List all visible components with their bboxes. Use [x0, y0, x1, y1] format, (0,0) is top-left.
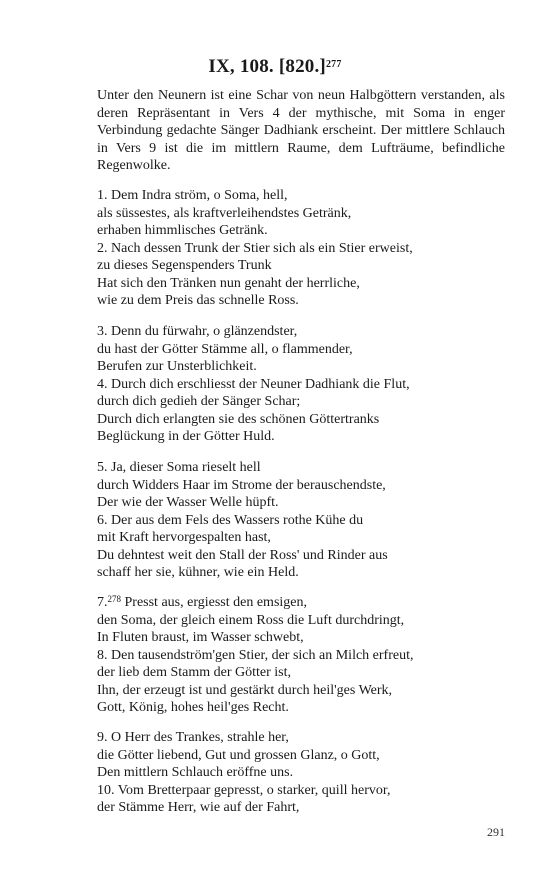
verse-line: der lieb dem Stamm der Götter ist, — [97, 665, 292, 680]
verse-line: 8. Den tausendström'gen Stier, der sich an Milch erfreut, — [97, 647, 414, 663]
verse-line: 9. O Herr des Trankes, strahle her, — [97, 730, 289, 745]
verse-line: schaff her sie, kühner, wie ein Held. — [97, 565, 299, 580]
verse-line: Gott, König, hohes heil'ges Recht. — [97, 700, 289, 715]
verse-number: 7. — [97, 595, 108, 610]
verse-line: In Fluten braust, im Wasser schwebt, — [97, 630, 304, 645]
verse-line: Der wie der Wasser Welle hüpft. — [97, 495, 279, 510]
verse-line: du hast der Götter Stämme all, o flammender, — [97, 341, 353, 357]
verse-line: 2. Nach dessen Trunk der Stier sich als ein Stier erweist, — [97, 240, 413, 256]
heading-footnote-ref[interactable]: 277 — [325, 59, 342, 70]
verse-line: Den mittlern Schlauch eröffne uns. — [97, 765, 294, 780]
verse-line: die Götter liebend, Gut und grossen Glanz, o Gott, — [97, 747, 380, 763]
verse-line: Hat sich den Tränken nun genaht der herrliche, — [97, 275, 360, 291]
verse-line: wie zu dem Preis das schnelle Ross. — [97, 293, 299, 308]
verse-line: 1. Dem Indra ström, o Soma, hell, — [97, 188, 288, 203]
stanza-verses-5-6 — [97, 459, 517, 582]
stanza-verses-1-2 — [97, 187, 517, 310]
verse-line: durch dich gedieh der Sänger Schar; — [97, 394, 301, 409]
stanza-verses-3-4 — [97, 323, 517, 446]
verse-line — [97, 594, 517, 612]
verse-line: 4. Durch dich erschliesst der Neuner Dadhiank die Flut, — [97, 376, 410, 392]
verse-line: Berufen zur Unsterblichkeit. — [97, 359, 257, 374]
verse-line: als süssestes, als kraftverleihendstes Getränk, — [97, 205, 352, 221]
verse-line: Durch dich erlangten sie des schönen Göttertranks — [97, 411, 380, 427]
verse-line: den Soma, der gleich einem Ross die Luft durchdringt, — [97, 612, 405, 628]
verse-line: Du dehntest weit den Stall der Ross' und Rinder aus — [97, 547, 388, 563]
verse-line: durch Widders Haar im Strome der berauschendste, — [97, 477, 386, 493]
verse-line: 3. Denn du fürwahr, o glänzendster, — [97, 324, 298, 339]
verse-line: 10. Vom Bretterpaar gepresst, o starker, quill hervor, — [97, 782, 391, 798]
intro-paragraph: Unter den Neunern ist eine Schar von neun Halbgöttern verstanden, als deren Repräsentant in Vers 4 der mythische, mit Soma in enger Verbindung gedachte Sänger Dadhiank erscheint. Der mittlere Schlauch in Vers 9 ist die im mittlern Raume, dem Lufträume, befindliche Regenwolke. — [97, 88, 505, 173]
verse-line: Beglückung in der Götter Huld. — [97, 429, 275, 444]
stanza-verses-9-10 — [97, 729, 517, 817]
footnote-ref[interactable]: 278 — [107, 594, 121, 604]
verse-line: der Stämme Herr, wie auf der Fahrt, — [97, 800, 300, 815]
verse-line: 5. Ja, dieser Soma rieselt hell — [97, 460, 261, 475]
verse-line: zu dieses Segenspenders Trunk — [97, 258, 272, 273]
verse-text: Presst aus, ergiesst den emsigen, — [121, 595, 307, 610]
stanza-verses-7-8 — [97, 594, 517, 717]
heading-text: IX, 108. [820.] — [208, 56, 326, 77]
verse-line: Ihn, der erzeugt ist und gestärkt durch heil'ges Werk, — [97, 682, 393, 698]
verse-line: mit Kraft hervorgespalten hast, — [97, 530, 271, 545]
hymn-heading — [0, 55, 550, 79]
verse-line: 6. Der aus dem Fels des Wassers rothe Kühe du — [97, 512, 364, 528]
verse-line: erhaben himmlisches Getränk. — [97, 223, 268, 238]
page-number: 291 — [487, 825, 505, 839]
